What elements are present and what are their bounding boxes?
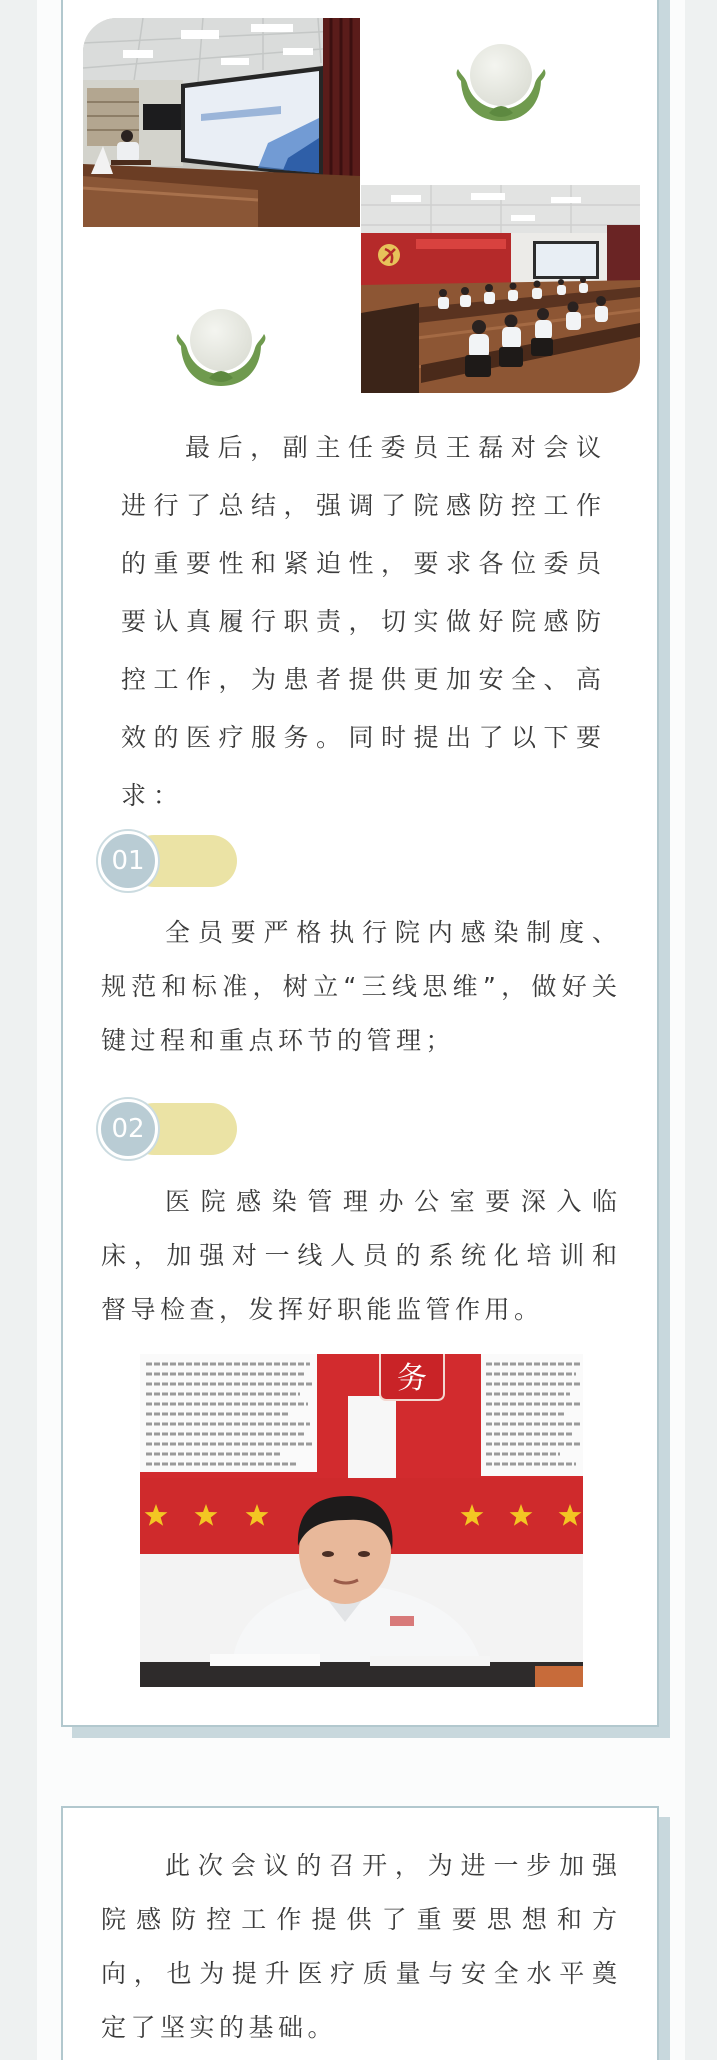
- intro-paragraph: [121, 419, 601, 825]
- paragraph-line: 全员要严格执行院内感染制度、: [165, 918, 617, 947]
- paragraph-line: 键过程和重点环节的管理；: [101, 1026, 456, 1055]
- number-badge-02: [98, 1099, 238, 1159]
- paragraph-line: 进行了总结，强调了院感防控工作: [121, 491, 601, 520]
- tv-screen: [143, 104, 181, 130]
- paragraph-line: 的重要性和紧迫性，要求各位委员: [121, 549, 601, 578]
- paragraph-line: 床，加强对一线人员的系统化培训和: [101, 1241, 617, 1270]
- badge-number: 02: [98, 1099, 158, 1159]
- conference-attendees-photo[interactable]: [361, 185, 640, 393]
- paragraph-line: 医院感染管理办公室要深入临: [165, 1187, 617, 1216]
- document-left: [140, 1354, 317, 1472]
- paragraph-line: 求：: [121, 781, 186, 810]
- number-badge-01: [98, 831, 238, 891]
- sign-text: 务: [397, 1361, 427, 1396]
- paragraph-line: 最后，副主任委员王磊对会议: [185, 433, 601, 462]
- paragraph-line: 定了坚实的基础。: [101, 2013, 338, 2042]
- speaker-photo[interactable]: [140, 1354, 583, 1687]
- paragraph-line: 院感防控工作提供了重要思想和方: [101, 1905, 617, 1934]
- white-column: [348, 1396, 396, 1478]
- requirement-1-paragraph: [101, 906, 617, 1068]
- cotton-flower-icon: [449, 41, 553, 125]
- paragraph-line: 此次会议的召开，为进一步加强: [165, 1851, 617, 1880]
- requirement-2-paragraph: [101, 1175, 617, 1337]
- conclusion-paragraph: [101, 1839, 617, 2055]
- document-right: [481, 1354, 583, 1476]
- paragraph-line: 效的医疗服务。同时提出了以下要: [121, 723, 601, 752]
- paragraph-line: 向，也为提升医疗质量与安全水平奠: [101, 1959, 617, 1988]
- cotton-flower-icon: [169, 306, 273, 390]
- wall-screen: [536, 244, 596, 276]
- red-sign: [380, 1354, 444, 1400]
- paragraph-line: 规范和标准，树立“三线思维”，做好关: [101, 972, 617, 1001]
- paragraph-line: 控工作，为患者提供更加安全、高: [121, 665, 601, 694]
- projection-screen: [181, 66, 323, 178]
- paragraph-line: 督导检查，发挥好职能监管作用。: [101, 1295, 544, 1324]
- badge-number: 01: [98, 831, 158, 891]
- meeting-room-photo[interactable]: [83, 18, 360, 227]
- paragraph-line: 要认真履行职责，切实做好院感防: [121, 607, 601, 636]
